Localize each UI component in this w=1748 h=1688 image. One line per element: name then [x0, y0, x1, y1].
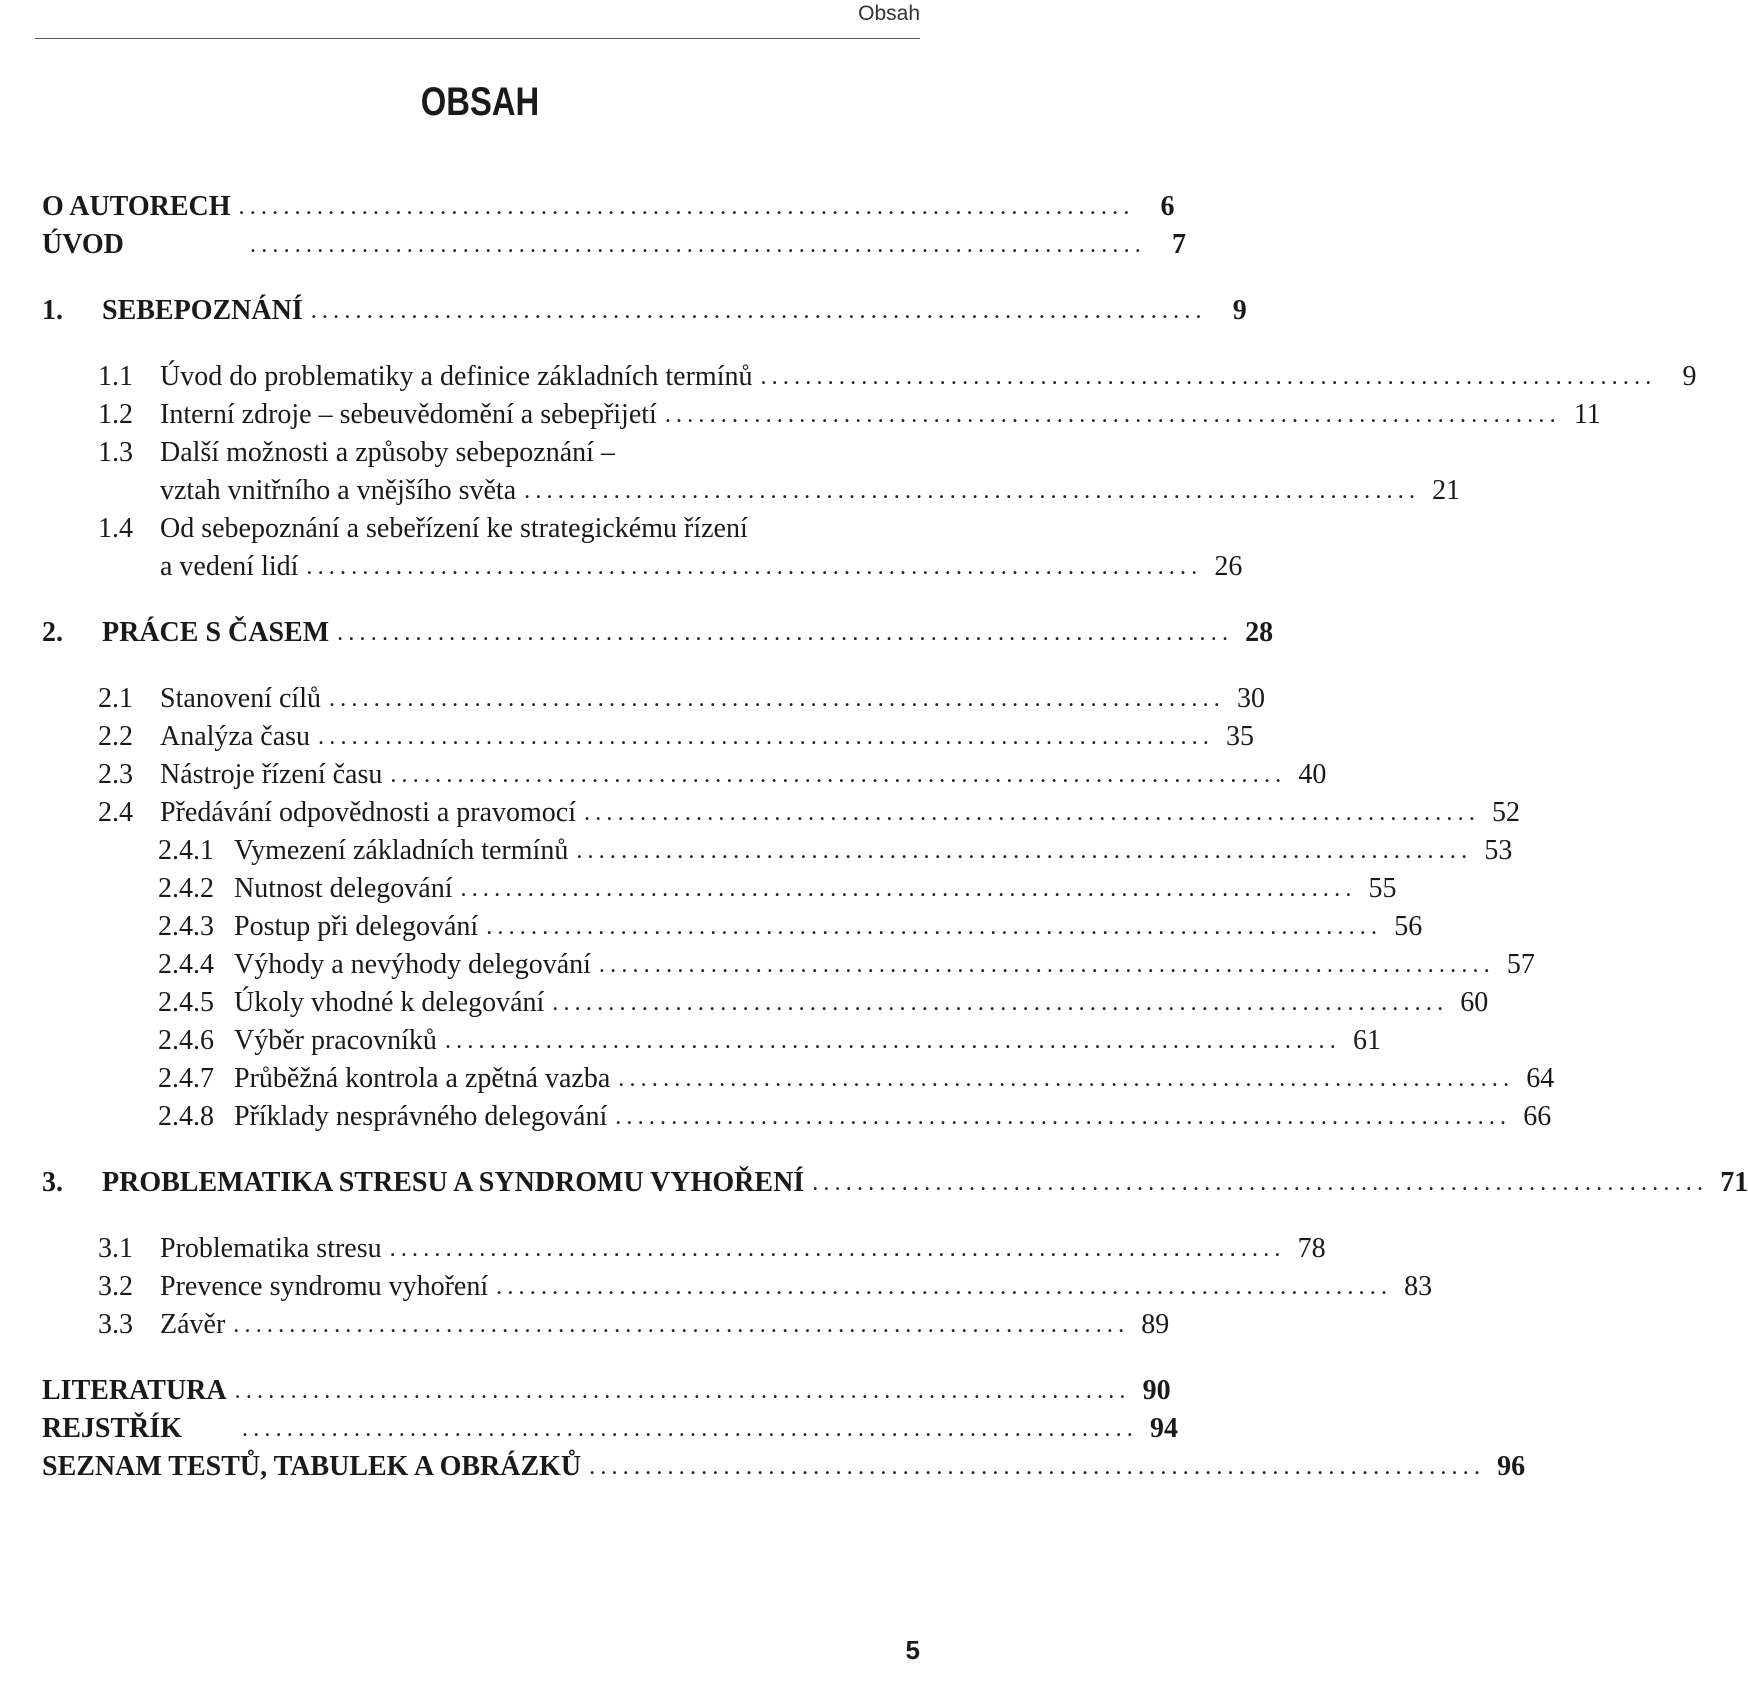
toc-page-number: 57 — [1506, 949, 1535, 980]
toc-entry-number: 2.4.6 — [158, 1025, 214, 1056]
dot-leader: ................................................................................ — [337, 620, 1234, 646]
toc-section-1-2[interactable] — [42, 394, 1601, 432]
dot-leader: ................................................................................ — [576, 838, 1473, 864]
running-header-title: Obsah — [858, 2, 920, 25]
toc-entry-number: 3.1 — [98, 1233, 133, 1264]
toc-page-number: 94 — [1150, 1413, 1178, 1444]
toc-section-1-3[interactable] — [42, 432, 917, 470]
toc-entry-rejstrik[interactable] — [42, 1408, 1178, 1446]
toc-subsection-2-4-6[interactable] — [42, 1020, 1381, 1058]
toc-entry-number: 2.2 — [98, 721, 133, 752]
dot-leader: ................................................................................ — [233, 1312, 1130, 1338]
toc-page-number: 6 — [1160, 191, 1175, 222]
dot-leader: ................................................................................ — [242, 1416, 1138, 1442]
toc-entry-title: LITERATURA — [42, 1375, 227, 1406]
toc-section-3-2[interactable] — [42, 1266, 1433, 1304]
toc-page-number: 64 — [1526, 1063, 1555, 1094]
toc-page-number: 55 — [1368, 873, 1397, 904]
toc-entry-number: 3.2 — [98, 1271, 133, 1302]
toc-page-number: 35 — [1226, 721, 1255, 752]
toc-section-2-1[interactable] — [42, 678, 1265, 716]
dot-leader: ................................................................................ — [444, 1028, 1341, 1054]
toc-page-number: 90 — [1142, 1375, 1171, 1406]
dot-leader: ................................................................................ — [760, 364, 1657, 390]
dot-leader: ................................................................................ — [584, 800, 1481, 826]
toc-entry-number: 1. — [42, 295, 63, 326]
toc-section-1-4[interactable] — [42, 508, 917, 546]
toc-section-3-1[interactable] — [42, 1228, 1326, 1266]
toc-subsection-2-4-3[interactable] — [42, 906, 1423, 944]
toc-page-number: 7 — [1172, 229, 1186, 260]
toc-entry-number: 3. — [42, 1167, 63, 1198]
running-header — [35, 0, 920, 39]
toc-section-2-3[interactable] — [42, 754, 1327, 792]
toc-page-number: 83 — [1404, 1271, 1433, 1302]
dot-leader: ................................................................................ — [524, 478, 1421, 504]
dot-leader: ................................................................................ — [460, 876, 1357, 902]
toc-section-1-4-continued[interactable] — [42, 546, 1243, 584]
dot-leader: ................................................................................ — [615, 1104, 1512, 1130]
toc-entry-title: Nutnost delegování — [234, 873, 453, 904]
toc-entry-literatura[interactable] — [42, 1370, 1171, 1408]
toc-chapter-1[interactable] — [42, 290, 1247, 328]
toc-entry-title-continued: a vedení lidí — [160, 551, 299, 582]
toc-entry-number: 2.4.8 — [158, 1101, 214, 1132]
toc-entry-title: Výběr pracovníků — [234, 1025, 437, 1056]
dot-leader: ................................................................................ — [310, 298, 1207, 324]
toc-page-number: 11 — [1573, 399, 1601, 430]
toc-page-number: 71 — [1720, 1167, 1748, 1198]
toc-entry-number: 2. — [42, 617, 63, 648]
toc-entry-title: Další možnosti a způsoby sebepoznání – — [160, 437, 615, 468]
toc-entry-number: 2.1 — [98, 683, 133, 714]
toc-entry-title: Příklady nesprávného delegování — [234, 1101, 608, 1132]
toc-chapter-2[interactable] — [42, 612, 1274, 650]
toc-entry-number: 2.4.5 — [158, 987, 214, 1018]
toc-entry-number: 2.4 — [98, 797, 133, 828]
dot-leader: ................................................................................ — [306, 554, 1203, 580]
toc-entry-title: Předávání odpovědnosti a pravomocí — [160, 797, 577, 828]
toc-page-number: 9 — [1232, 295, 1247, 326]
toc-subsection-2-4-2[interactable] — [42, 868, 1397, 906]
toc-entry-title: ÚVOD — [42, 229, 124, 260]
toc-entry-seznam[interactable] — [42, 1446, 1526, 1484]
toc-entry-title: Průběžná kontrola a zpětná vazba — [234, 1063, 611, 1094]
dot-leader: ................................................................................ — [234, 1378, 1131, 1404]
toc-page-number: 52 — [1492, 797, 1521, 828]
toc-section-2-4[interactable] — [42, 792, 1521, 830]
toc-page-number: 60 — [1460, 987, 1489, 1018]
toc-entry-title: PROBLEMATIKA STRESU A SYNDROMU VYHOŘENÍ — [102, 1167, 805, 1198]
toc-entry-number: 2.4.3 — [158, 911, 214, 942]
toc-entry-number: 2.4.2 — [158, 873, 214, 904]
toc-page-number: 53 — [1484, 835, 1513, 866]
toc-entry-number: 2.4.1 — [158, 835, 214, 866]
toc-entry-number: 3.3 — [98, 1309, 133, 1340]
dot-leader: ................................................................................ — [552, 990, 1449, 1016]
toc-entry-title: Problematika stresu — [160, 1233, 382, 1264]
toc-entry-title: PRÁCE S ČASEM — [102, 617, 330, 648]
toc-entry-title: O AUTORECH — [42, 191, 231, 222]
toc-page-number: 28 — [1245, 617, 1274, 648]
toc-subsection-2-4-1[interactable] — [42, 830, 1513, 868]
toc-section-1-3-continued[interactable] — [42, 470, 1461, 508]
dot-leader: ................................................................................ — [486, 914, 1383, 940]
toc-page-number: 61 — [1352, 1025, 1381, 1056]
toc-entry-title: SEZNAM TESTŮ, TABULEK A OBRÁZKŮ — [42, 1451, 582, 1482]
toc-page-number: 66 — [1523, 1101, 1552, 1132]
toc-page-number: 56 — [1394, 911, 1423, 942]
toc-entry-number: 2.4.4 — [158, 949, 214, 980]
dot-leader: ................................................................................ — [318, 724, 1215, 750]
toc-entry-title: Nástroje řízení času — [160, 759, 383, 790]
dot-leader: ................................................................................ — [812, 1170, 1709, 1196]
dot-leader: ................................................................................ — [618, 1066, 1515, 1092]
toc-page-number: 89 — [1141, 1309, 1170, 1340]
page-title: OBSAH — [420, 80, 540, 124]
dot-leader: ................................................................................ — [390, 762, 1287, 788]
toc-entry-uvod[interactable] — [42, 224, 1186, 262]
dot-leader: ................................................................................ — [589, 1454, 1486, 1480]
toc-page-number: 40 — [1298, 759, 1327, 790]
toc-section-3-3[interactable] — [42, 1304, 1170, 1342]
toc-entry-title-continued: vztah vnitřního a vnějšího světa — [160, 475, 517, 506]
table-of-contents — [42, 186, 1748, 1484]
toc-entry-title: Analýza času — [160, 721, 311, 752]
toc-entry-title: Interní zdroje – sebeuvědomění a sebepřijetí — [160, 399, 657, 430]
toc-subsection-2-4-4[interactable] — [42, 944, 1535, 982]
toc-entry-title: Od sebepoznání a sebeřízení ke strategickému řízení — [160, 513, 748, 544]
toc-page-number: 9 — [1682, 361, 1697, 392]
toc-entry-title: Vymezení základních termínů — [234, 835, 569, 866]
toc-entry-title: Výhody a nevýhody delegování — [234, 949, 591, 980]
dot-leader: ................................................................................ — [250, 232, 1146, 258]
toc-entry-number: 1.2 — [98, 399, 133, 430]
toc-entry-number: 1.4 — [98, 513, 133, 544]
dot-leader: ................................................................................ — [664, 402, 1561, 428]
dot-leader: ................................................................................ — [389, 1236, 1286, 1262]
toc-entry-number: 1.3 — [98, 437, 133, 468]
toc-subsection-2-4-7[interactable] — [42, 1058, 1555, 1096]
toc-entry-title: Postup při delegování — [234, 911, 479, 942]
toc-page-number: 26 — [1214, 551, 1243, 582]
toc-entry-title: Úvod do problematiky a definice základních termínů — [160, 361, 753, 392]
toc-page-number: 78 — [1297, 1233, 1326, 1264]
toc-entry-number: 2.4.7 — [158, 1063, 214, 1094]
toc-entry-title: Prevence syndromu vyhoření — [160, 1271, 489, 1302]
dot-leader: ................................................................................ — [598, 952, 1495, 978]
toc-entry-title: Stanovení cílů — [160, 683, 321, 714]
toc-subsection-2-4-5[interactable] — [42, 982, 1489, 1020]
dot-leader: ................................................................................ — [328, 686, 1225, 712]
toc-entry-title: Úkoly vhodné k delegování — [234, 987, 545, 1018]
toc-page-number: 30 — [1236, 683, 1265, 714]
toc-chapter-3[interactable] — [42, 1162, 1748, 1200]
toc-entry-o-autorech[interactable] — [42, 186, 1175, 224]
toc-page-number: 96 — [1497, 1451, 1526, 1482]
toc-section-1-1[interactable] — [42, 356, 1697, 394]
dot-leader: ................................................................................ — [496, 1274, 1393, 1300]
toc-page-number: 21 — [1432, 475, 1461, 506]
page-number: 5 — [905, 1635, 920, 1665]
toc-entry-title: Závěr — [160, 1309, 226, 1340]
toc-entry-number: 2.3 — [98, 759, 133, 790]
toc-subsection-2-4-8[interactable] — [42, 1096, 1552, 1134]
toc-entry-number: 1.1 — [98, 361, 133, 392]
toc-section-2-2[interactable] — [42, 716, 1255, 754]
dot-leader: ................................................................................ — [238, 194, 1135, 220]
toc-entry-title: REJSTŘÍK — [42, 1413, 183, 1444]
toc-entry-title: SEBEPOZNÁNÍ — [102, 295, 303, 326]
